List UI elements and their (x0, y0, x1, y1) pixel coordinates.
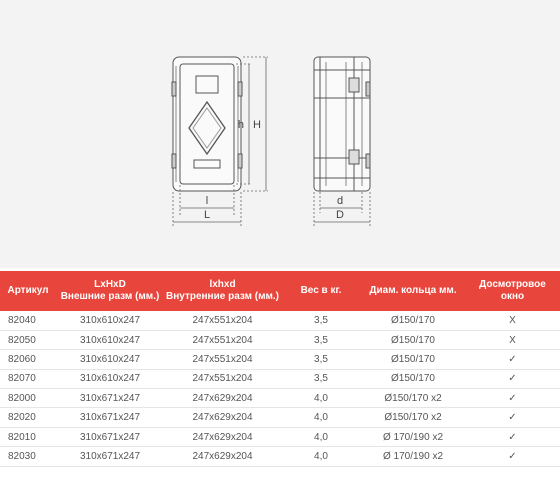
cell-inner: 247x629x204 (164, 408, 281, 427)
label-D: D (336, 209, 344, 221)
label-h: h (237, 119, 244, 131)
header-ring: Диам. кольца мм. (369, 285, 457, 296)
cell-weight: 3,5 (281, 369, 361, 388)
header-window: Досмотровое окно (479, 279, 546, 302)
header-article: Артикул (7, 285, 49, 296)
cell-outer: 310x610x247 (56, 311, 164, 330)
cell-article: 82040 (0, 311, 56, 330)
cell-window: X (465, 311, 560, 330)
table-row (0, 408, 560, 427)
cell-article: 82050 (0, 330, 56, 349)
table-row (0, 330, 560, 349)
cell-window: ✓ (465, 447, 560, 466)
header-inner-dims (164, 271, 281, 311)
cell-inner: 247x551x204 (164, 369, 281, 388)
cell-weight: 3,5 (281, 330, 361, 349)
spec-table-header (0, 271, 560, 311)
cell-weight: 3,5 (281, 311, 361, 330)
cell-inner: 247x551x204 (164, 330, 281, 349)
cell-window: X (465, 330, 560, 349)
cell-outer: 310x610x247 (56, 369, 164, 388)
cell-weight: 4,0 (281, 447, 361, 466)
cell-ring: Ø 170/190 x2 (361, 447, 465, 466)
cell-window: ✓ (465, 408, 560, 427)
front-view (172, 57, 242, 191)
cell-article: 82060 (0, 350, 56, 369)
cell-article: 82000 (0, 389, 56, 408)
cell-inner: 247x629x204 (164, 447, 281, 466)
cell-ring: Ø150/170 x2 (361, 389, 465, 408)
cell-inner: 247x551x204 (164, 311, 281, 330)
header-inner-line1: lxhxd (209, 279, 236, 290)
label-L: L (203, 209, 211, 221)
table-row (0, 369, 560, 388)
latch-top (238, 82, 242, 96)
header-weight: Вес в кг. (300, 285, 342, 296)
cell-weight: 4,0 (281, 389, 361, 408)
cell-outer: 310x671x247 (56, 447, 164, 466)
table-row (0, 389, 560, 408)
cell-outer: 310x610x247 (56, 350, 164, 369)
cell-inner: 247x551x204 (164, 350, 281, 369)
table-row (0, 311, 560, 330)
cell-article: 82020 (0, 408, 56, 427)
label-d: d (336, 195, 344, 207)
cell-ring: Ø 170/190 x2 (361, 427, 465, 446)
table-row (0, 427, 560, 446)
cell-window: ✓ (465, 427, 560, 446)
cell-ring: Ø150/170 (361, 311, 465, 330)
cell-outer: 310x671x247 (56, 408, 164, 427)
label-l: l (205, 195, 209, 207)
header-inner-line2: Внутренние разм (мм.) (166, 291, 280, 302)
label-H: H (253, 119, 261, 131)
cell-outer: 310x610x247 (56, 330, 164, 349)
cell-ring: Ø150/170 (361, 350, 465, 369)
cell-ring: Ø150/170 (361, 330, 465, 349)
cell-ring: Ø150/170 (361, 369, 465, 388)
side-view (314, 57, 370, 191)
cell-weight: 4,0 (281, 427, 361, 446)
cell-article: 82070 (0, 369, 56, 388)
cell-weight: 4,0 (281, 408, 361, 427)
cell-inner: 247x629x204 (164, 389, 281, 408)
spec-table (0, 271, 560, 467)
cell-outer: 310x671x247 (56, 427, 164, 446)
table-row (0, 447, 560, 466)
hinge-bottom (172, 154, 176, 168)
latch-bottom (238, 154, 242, 168)
header-outer-line2: Внешние разм (мм.) (60, 291, 160, 302)
cell-inner: 247x629x204 (164, 427, 281, 446)
header-outer-dims (56, 271, 164, 311)
cell-article: 82010 (0, 427, 56, 446)
header-outer-line1: LxHxD (94, 279, 126, 290)
hinge-top (172, 82, 176, 96)
cell-ring: Ø150/170 x2 (361, 408, 465, 427)
table-row (0, 350, 560, 369)
cell-window: ✓ (465, 369, 560, 388)
cell-weight: 3,5 (281, 350, 361, 369)
cell-window: ✓ (465, 350, 560, 369)
cell-outer: 310x671x247 (56, 389, 164, 408)
spec-table-body (0, 311, 560, 466)
cell-article: 82030 (0, 447, 56, 466)
outer-shell (173, 57, 241, 191)
cell-window: ✓ (465, 389, 560, 408)
